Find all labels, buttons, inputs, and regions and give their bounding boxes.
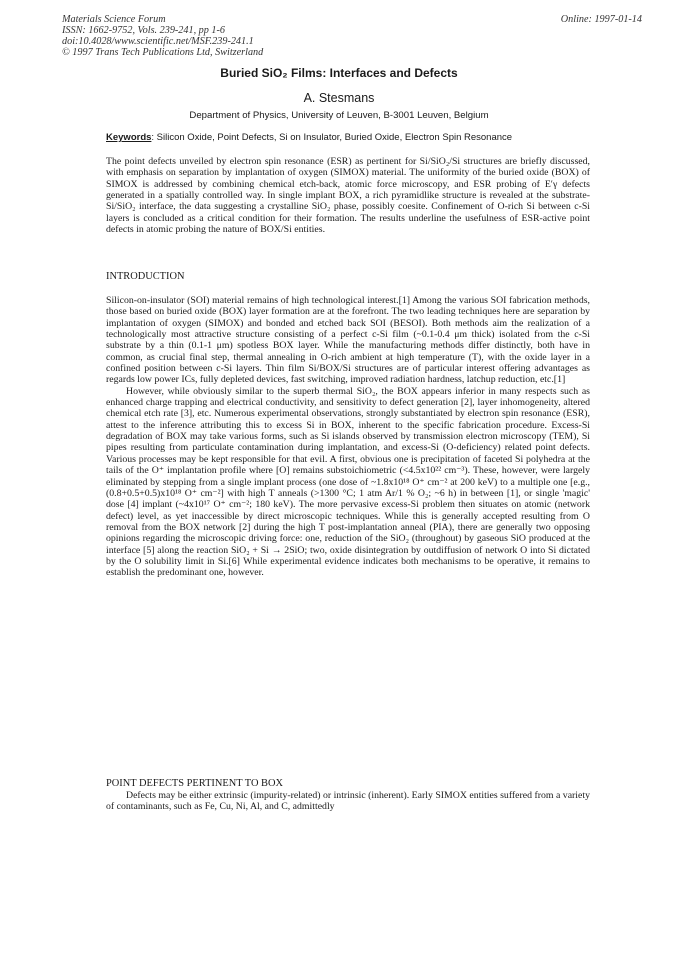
introduction-section xyxy=(106,295,590,579)
affiliation: Department of Physics, University of Leuven, B-3001 Leuven, Belgium xyxy=(189,110,489,121)
journal-info xyxy=(62,14,263,58)
section-heading-introduction: INTRODUCTION xyxy=(106,271,185,282)
point-defects-section xyxy=(106,790,590,813)
online-date: Online: 1997-01-14 xyxy=(560,14,642,25)
doi-line: doi:10.4028/www.scientific.net/MSF.239-241.1 xyxy=(62,36,254,47)
section-heading-point-defects: POINT DEFECTS PERTINENT TO BOX xyxy=(106,778,283,789)
keywords xyxy=(106,132,586,143)
abstract-text: The point defects unveiled by electron spin resonance (ESR) as pertinent for Si/SiO₂/Si structures are briefly discussed, with emphasis on separation by implantation of oxygen (SIMOX) material. The uniformity of the buried oxide (BOX) of SIMOX is addressed by combining chemical etch-back, atomic force microscopy, and ESR probing of E′γ defects generated in a spatially controlled way. In single implant BOX, a rich pyramidlike structure is revealed at the substrate-Si/SiO₂ interface, the data suggesting a crystalline SiO₂ phase, possibly coesite. Confinement of O-rich Si between c-Si layers is concluded as a critical condition for their formation. The results underline the usefulness of ESR-active point defects in atomic probing the nature of BOX/Si entities. xyxy=(106,156,590,236)
author-name: A. Stesmans xyxy=(303,91,375,105)
abstract xyxy=(106,156,590,235)
journal-name: Materials Science Forum xyxy=(62,14,166,25)
copyright-line: © 1997 Trans Tech Publications Ltd, Switzerland xyxy=(62,47,264,58)
paper-title: Buried SiO₂ Films: Interfaces and Defects xyxy=(220,66,458,80)
intro-paragraph-1: Silicon-on-insulator (SOI) material remains of high technological interest.[1] Among the various SOI fabrication methods, those based on buried oxide (BOX) layer formation are at the forefront. The two leading techniques here are separation by implantation of oxygen (SIMOX) and bonded and etched back SOI (BESOI). Both methods aim the realization of a technologically most attractive structure consisting of a perfect c-Si film (~0.1-0.4 μm thick) isolated from the c-Si substrate by a thin (0.1-1 μm) spotless BOX layer. While the manufacturing methods differ distinctly, both have in common, as crucial final step, thermal annealing in O-rich ambient at high temperature (T), with the oxide layer in a confined position between c-Si layers. Thin film Si/BOX/Si structures are of particular interest offering advantages as regards low power ICs, fully depleted devices, fast switching, improved radiation hardness, latchup reduction, etc.[1] xyxy=(106,295,590,386)
point-defects-paragraph-1: Defects may be either extrinsic (impurity-related) or intrinsic (inherent). Early SIMOX entities suffered from a variety of contaminants, such as Fe, Cu, Ni, Al, and C, admittedly xyxy=(106,790,590,813)
intro-paragraph-2: However, while obviously similar to the superb thermal SiO₂, the BOX appears inferior in many respects such as enhanced charge trapping and electrical conductivity, and sensitivity to defect generation [2], layer inhomogeneity, altered chemical etch rate [3], etc. Numerous experimental observations, strongly substantiated by electron spin resonance (ESR), attest to the inference attributing this to excess Si in BOX, inherent to the specific fabrication procedure. Excess-Si degradation of BOX may take various forms, such as Si islands observed by transmission electron microscopy (TEM), Si pipes resulting from particulate contamination during implantation, and excess-Si (O-deficiency) related point defects. Various processes may be kept responsible for that evil. A first, obvious one is precipitation of faceted Si polyhedra at the tails of the O⁺ implantation profile where [O] remains substoichiometric (<4.5x10²² cm⁻³). These, however, were largely eliminated by stepping from a single implant process (one dose of ~1.8x10¹⁸ O⁺ cm⁻² at 200 keV) to a multiple one [e.g., (0.8+0.5+0.5)x10¹⁸ O⁺ cm⁻²] with high T anneals (>1300 °C; 1 atm Ar/1 % O₂; ~6 h) in between [1], or single 'magic' dose [4] implant (~4x10¹⁷ O⁺ cm⁻²; 180 keV). The more pervasive excess-Si problem then situates on atomic (network defect) level, as yet inaccessible by direct microscopic techniques. While this is generally accepted resulting from O removal from the BOX network [2] during the high T post-implantation anneal (PIA), there are generally two opposing opinions regarding the microscopic driving force: one, reduction of the SiO₂ (throughout) by gaseous SiO produced at the interface [5] along the reaction SiO₂ + Si → 2SiO; two, oxide disintegration by outdiffusion of network O into Si dictated by the O solubility limit in Si.[6] While experimental evidence indicates both mechanisms to be operative, it remains to establish the predominant one, however. xyxy=(106,385,590,579)
keywords-text: : Silicon Oxide, Point Defects, Si on Insulator, Buried Oxide, Electron Spin Resonance xyxy=(151,132,513,143)
keywords-label: Keywords xyxy=(106,132,152,143)
issn-line: ISSN: 1662-9752, Vols. 239-241, pp 1-6 xyxy=(62,25,225,36)
